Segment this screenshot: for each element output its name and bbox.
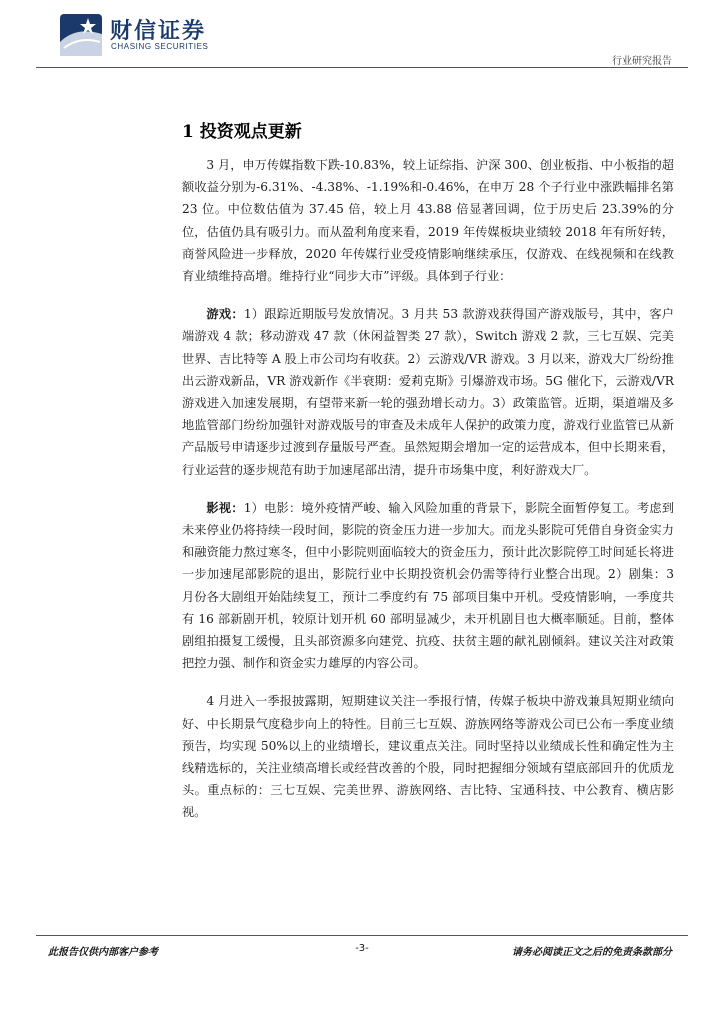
paragraph-lead: 影视：: [206, 500, 244, 515]
paragraph-text: 1）跟踪近期版号发放情况。3 月共 53 款游戏获得国产游戏版号，其中，客户端游戏 4 款；移动游戏 47 款（休闲益智类 27 款），Switch 游戏 2 款，三七互娱、完美世界、吉比特等 A 股上市公司均有收获。2）云游戏/VR 游戏。3 月以来，游戏大厂纷纷推出云游戏新品，VR 游戏新作《半衰期：爱莉克斯》引爆游戏市场。5G 催化下，云游戏/VR 游戏进入加速发展期，有望带来新一轮的强劲增长动力。3）政策监管。近期，渠道端及多地监管部门纷纷加强针对游戏版号的审查及未成年人保护的政策力度，游戏行业监管已从新产品版号申请逐步过渡到存量版号严查。虽然短期会增加一定的运营成本，但中长期来看，行业运营的逐步规范有助于加速尾部出清，提升市场集中度，利好游戏大厂。: [182, 307, 674, 477]
paragraph-film-tv: [182, 497, 674, 675]
brand-name-cn: 财信证券: [110, 19, 207, 44]
section-title: 1 投资观点更新: [182, 122, 302, 142]
header-divider: [36, 67, 688, 68]
paragraph-lead: 游戏：: [206, 307, 244, 322]
paragraph-text: 1）电影：境外疫情严峻、输入风险加重的背景下，影院全面暂停复工。考虑到未来停业仍将持续一段时间，影院的资金压力进一步加大。而龙头影院可凭借自身资金实力和融资能力熬过寒冬，但中小影院则面临较大的资金压力，预计此次影院停工时间延长将进一步加速尾部影院的退出，影院行业中长期投资机会仍需等待行业整合出现。2）剧集：3 月份各大剧组开始陆续复工，预计二季度约有 75 部项目集中开机。受疫情影响，一季度共有 16 部新剧开机，较原计划开机 60 部明显减少，未开机剧目也大概率顺延。目前，整体剧组拍摄复工缓慢，且头部资源多向建党、抗疫、扶贫主题的献礼剧倾斜。建议关注对政策把控力强、制作和资金实力雄厚的内容公司。: [182, 500, 675, 671]
footer-disclaimer-right: 请务必阅读正文之后的免责条款部分: [512, 947, 672, 958]
brand-name-en: CHASING SECURITIES: [111, 42, 209, 51]
page-header: [0, 0, 724, 70]
paragraph-text: 4 月进入一季报披露期，短期建议关注一季报行情，传媒子板块中游戏兼具短期业绩向好、中长期景气度稳步向上的特性。目前三七互娱、游族网络等游戏公司已公布一季度业绩预告，均实现 50%以上的业绩增长，建议重点关注。同时坚持以业绩成长性和确定性为主线精选标的，关注业绩高增长或经营改善的个股，同时把握细分领域有望底部回升的优质龙头。重点标的：三七互娱、完美世界、游族网络、吉比特、宝通科技、中公教育、横店影视。: [182, 694, 674, 820]
report-type-label: 行业研究报告: [612, 56, 672, 67]
chasing-logo-icon: [58, 12, 104, 58]
page-number: -3-: [355, 943, 369, 954]
paragraph-text: 3 月，申万传媒指数下跌-10.83%，较上证综指、沪深 300、创业板指、中小板指的超额收益分别为-6.31%、-4.38%、-1.19%和-0.46%，在申万 28 个子行业中涨跌幅排名第 23 位。中位数估值为 37.45 倍，较上月 43.88 倍显著回调，位于历史后 23.39%的分位，估值仍具有吸引力。而从盈利角度来看，2019 年传媒板块业绩较 2018 年有所好转，商誉风险进一步释放，2020 年传媒行业受疫情影响继续承压，仅游戏、在线视频和在线教育业绩维持高增。维持行业“同步大市”评级。具体到子行业：: [182, 158, 674, 284]
footer-disclaimer-left: 此报告仅供内部客户参考: [48, 947, 158, 958]
report-body: [182, 154, 674, 840]
footer-divider: [36, 935, 688, 936]
paragraph-market-overview: [182, 154, 674, 287]
paragraph-games: [182, 303, 674, 481]
paragraph-recommendations: [182, 690, 674, 823]
